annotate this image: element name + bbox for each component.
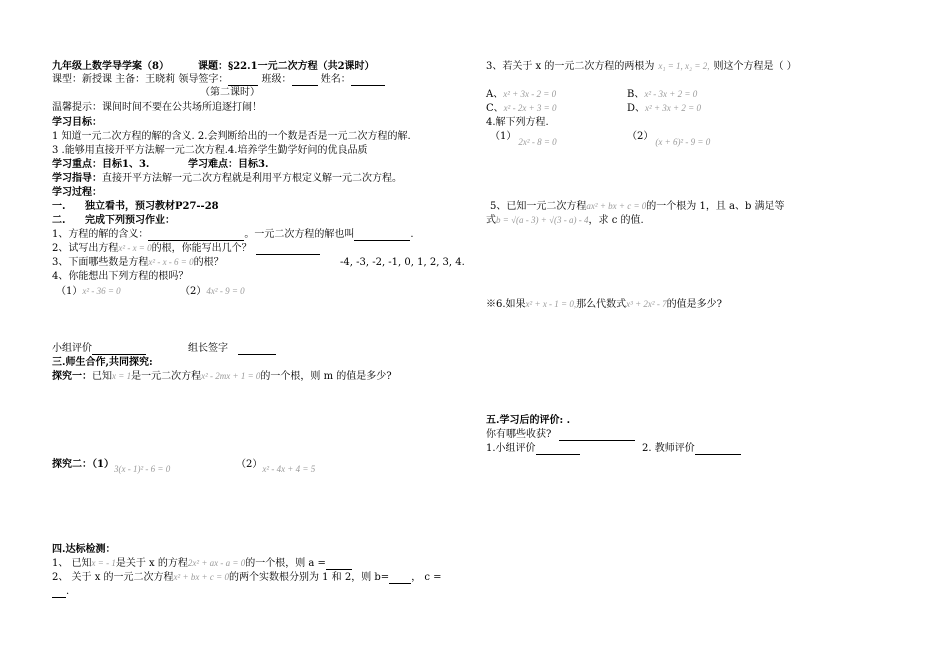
- q2-blank[interactable]: [256, 244, 320, 255]
- t6-a: ※6.如果: [486, 299, 526, 310]
- group-eval-2: [486, 442, 580, 455]
- t4-part-1: [490, 130, 557, 147]
- t4-1-label: （1）: [490, 131, 517, 142]
- t4-1-eq: 2x² - 8 = 0: [518, 137, 557, 147]
- option-c-eq: x² - 2x + 3 = 0: [503, 103, 557, 113]
- t3-eq: x₁ = 1, x₂ = 2,: [658, 61, 710, 71]
- test-5: [486, 200, 785, 213]
- q4-2-equation: 4x² - 9 = 0: [206, 286, 245, 296]
- explore-two-eq1: 3(x - 1)² - 6 = 0: [113, 464, 171, 474]
- explore-one-b: 是一元二次方程: [131, 371, 202, 382]
- t1-blank[interactable]: [326, 559, 352, 570]
- q3-candidates: -4, -3, -2, -1, 0, 1, 2, 3, 4.: [340, 257, 465, 268]
- goals-heading: 学习目标：: [52, 117, 102, 128]
- q1-blank-1[interactable]: [148, 230, 244, 241]
- group-eval-2-label: 1.小组评价: [486, 443, 536, 454]
- name-label: 姓名：: [320, 74, 351, 85]
- t2-b: 的两个实数根分别为 1 和 2，则 b=: [228, 572, 390, 583]
- q1-text-b: 。一元二次方程的解也叫: [244, 229, 355, 240]
- group-eval-2-blank[interactable]: [536, 444, 580, 455]
- teacher-eval: [642, 442, 741, 455]
- q2-equation: x² - x = 0: [118, 243, 152, 253]
- worksheet-title: 九年级上数学导学案（8）: [52, 61, 169, 72]
- leader-sign-label: 组长签字: [188, 343, 228, 354]
- explore-two-label: 探究二：（1）: [52, 459, 114, 470]
- q1-text-a: 1、方程的解的含义：: [52, 229, 149, 240]
- key-difficulty-line: [52, 158, 149, 171]
- leader-sign-blank[interactable]: [238, 344, 276, 355]
- worksheet-meta: [52, 73, 385, 86]
- q4-1-equation: x² - 36 = 0: [82, 286, 121, 296]
- q3-text-a: 3、下面哪些数是方程: [52, 257, 149, 268]
- question-2: [52, 242, 320, 255]
- q2-text-a: 2、试写出方程: [52, 243, 119, 254]
- signature-blank: [228, 75, 258, 86]
- test-5-line-2: [486, 214, 644, 227]
- test-2: [52, 571, 442, 584]
- session-label: （第二课时）: [200, 87, 260, 98]
- option-c[interactable]: [486, 102, 557, 115]
- goals-line-2: 3 .能够用直接开平方法解一元二次方程.4.培养学生勤学好问的优良品质: [52, 145, 368, 156]
- group-eval-blank[interactable]: [92, 344, 146, 355]
- question-4: 4、你能想出下列方程的根吗？: [52, 271, 189, 282]
- step-one-num: 一.: [52, 201, 66, 212]
- t5-eq1: ax² + bx + c = 0: [586, 201, 647, 211]
- t6-c: 的值是多少?: [666, 299, 722, 310]
- explore-two: [52, 458, 171, 474]
- option-d[interactable]: [627, 102, 701, 115]
- t3-a: 3、若关于 x 的一元二次方程的两根为: [486, 61, 655, 72]
- gain-label: 你有哪些收获?: [486, 429, 552, 440]
- warm-tip: 温馨提示：课间时间不要在公共场所追逐打闹！: [52, 102, 262, 113]
- goals-line-1: 1 知道一元二次方程的解的含义. 2.会判断给出的一个数是否是一元二次方程的解.: [52, 131, 411, 142]
- teacher-eval-blank[interactable]: [695, 444, 741, 455]
- q3-text-b: 的根？: [193, 257, 224, 268]
- t1-c: 的一个根，则 a =: [245, 558, 326, 569]
- t6-eq1: x² + x - 1 = 0,: [525, 299, 577, 309]
- t1-eq2: 2x² + ax - a = 0: [187, 558, 246, 568]
- teacher-eval-label: 2. 教师评价: [642, 443, 695, 454]
- t6-b: 那么代数式: [576, 299, 627, 310]
- t5-c: 式: [486, 215, 496, 226]
- option-b-eq: x² - 3x + 2 = 0: [644, 89, 698, 99]
- study-guide: [52, 172, 402, 185]
- t5-b: 的一个根为 1，且 a、b 满足等: [646, 201, 785, 212]
- process-heading: 学习过程：: [52, 187, 102, 198]
- t2-tail: [52, 585, 69, 598]
- worksheet-topic: 课题：§22.1一元二次方程（共2课时）: [198, 61, 375, 72]
- step-one: [52, 200, 219, 213]
- test-6: [486, 298, 722, 311]
- t5-a: 5、已知一元二次方程: [490, 201, 587, 212]
- option-a-label: A、: [486, 89, 504, 100]
- explore-one-eq1: x = 1: [112, 371, 132, 381]
- option-d-eq: x² + 3x + 2 = 0: [645, 103, 701, 113]
- group-eval-label: 小组评价: [52, 343, 92, 354]
- group-eval-row: [52, 342, 146, 355]
- q1-text-c: .: [410, 229, 414, 240]
- t2-a: 2、 关于 x 的一元二次方程: [52, 572, 174, 583]
- key-label: 学习重点：: [52, 159, 102, 170]
- q2-text-b: 的根，你能写出几个？: [151, 243, 252, 254]
- test-3: [486, 60, 797, 73]
- q3-equation: x² - x - 6 = 0: [148, 257, 194, 267]
- guide-label: 学习指导：: [52, 173, 102, 184]
- explore-two-part-2: [236, 458, 316, 474]
- part-four-heading: 四.达标检测：: [52, 544, 116, 555]
- t2-b-blank[interactable]: [389, 573, 411, 584]
- question-1: [52, 228, 414, 241]
- gain-blank[interactable]: [559, 430, 635, 441]
- t5-eq2: b = √(a - 3) + √(3 - a) - 4: [496, 215, 589, 225]
- option-c-label: C、: [486, 103, 504, 114]
- difficulty: [188, 158, 268, 171]
- key-value: 目标1、3.: [102, 159, 150, 170]
- t2-c: ， c =: [411, 572, 442, 583]
- right-column: [475, 0, 950, 672]
- part-three-heading: 三.师生合作,共同探究:: [52, 357, 153, 368]
- t1-eq1: x = - 1: [91, 558, 116, 568]
- option-a[interactable]: [486, 88, 556, 101]
- difficulty-value: 目标3.: [238, 159, 269, 170]
- t2-eq: x² + bx + c = 0: [173, 572, 229, 582]
- meta-label: 课型：新授课 主备：王晓莉 领导签字：: [52, 74, 229, 85]
- explore-one-eq2: x² - 2mx + 1 = 0: [201, 371, 261, 381]
- q4-part-2: [180, 285, 245, 298]
- step-one-text: 独立看书，预习教材P27--28: [84, 201, 219, 212]
- question-3: [52, 256, 224, 269]
- class-blank: [292, 75, 318, 86]
- t5-d: ，求 c 的值.: [588, 215, 644, 226]
- q4-2-label: （2）: [180, 286, 207, 297]
- q4-part-1: [56, 285, 121, 298]
- option-b[interactable]: [627, 88, 697, 101]
- t4-2-eq: (x + 6)² - 9 = 0: [655, 137, 711, 147]
- gain-question: [486, 428, 635, 441]
- step-two-text: 完成下列预习作业：: [84, 215, 175, 226]
- t6-eq2: x³ + 2x² - 7: [626, 299, 667, 309]
- t2-c-blank[interactable]: [52, 587, 66, 598]
- explore-one-c: 的一个根，则 m 的值是多少?: [260, 371, 392, 382]
- q1-blank-2[interactable]: [354, 230, 410, 241]
- option-a-eq: x² + 3x - 2 = 0: [503, 89, 557, 99]
- explore-one-a: 已知: [92, 371, 112, 382]
- explore-one-label: 探究一：: [52, 371, 92, 382]
- part-five-heading: 五.学习后的评价: .: [486, 415, 571, 426]
- t2-d: .: [66, 586, 70, 597]
- explore-two-label-2: （2）: [236, 459, 263, 470]
- option-b-label: B、: [627, 89, 645, 100]
- name-blank: [351, 75, 385, 86]
- option-d-label: D、: [627, 103, 646, 114]
- leader-sign-row: [188, 342, 276, 355]
- t1-a: 1、 已知: [52, 558, 92, 569]
- guide-text: 直接开平方法解一元二次方程就是利用平方根定义解一元二次方程。: [102, 173, 402, 184]
- t3-b: 则这个方程是（ ）: [713, 61, 797, 72]
- test-1: [52, 557, 352, 570]
- q4-1-label: （1）: [56, 286, 83, 297]
- difficulty-label: 学习难点：: [188, 159, 238, 170]
- test-4: 4.解下列方程.: [486, 117, 549, 128]
- class-label: 班级：: [261, 74, 292, 85]
- step-two: [52, 214, 175, 227]
- explore-one: [52, 370, 392, 383]
- explore-two-eq2: x² - 4x + 4 = 5: [262, 464, 316, 474]
- t1-b: 是关于 x 的方程: [115, 558, 188, 569]
- step-two-num: 二.: [52, 215, 66, 226]
- t4-part-2: [627, 130, 711, 147]
- t4-2-label: （2）: [627, 131, 654, 142]
